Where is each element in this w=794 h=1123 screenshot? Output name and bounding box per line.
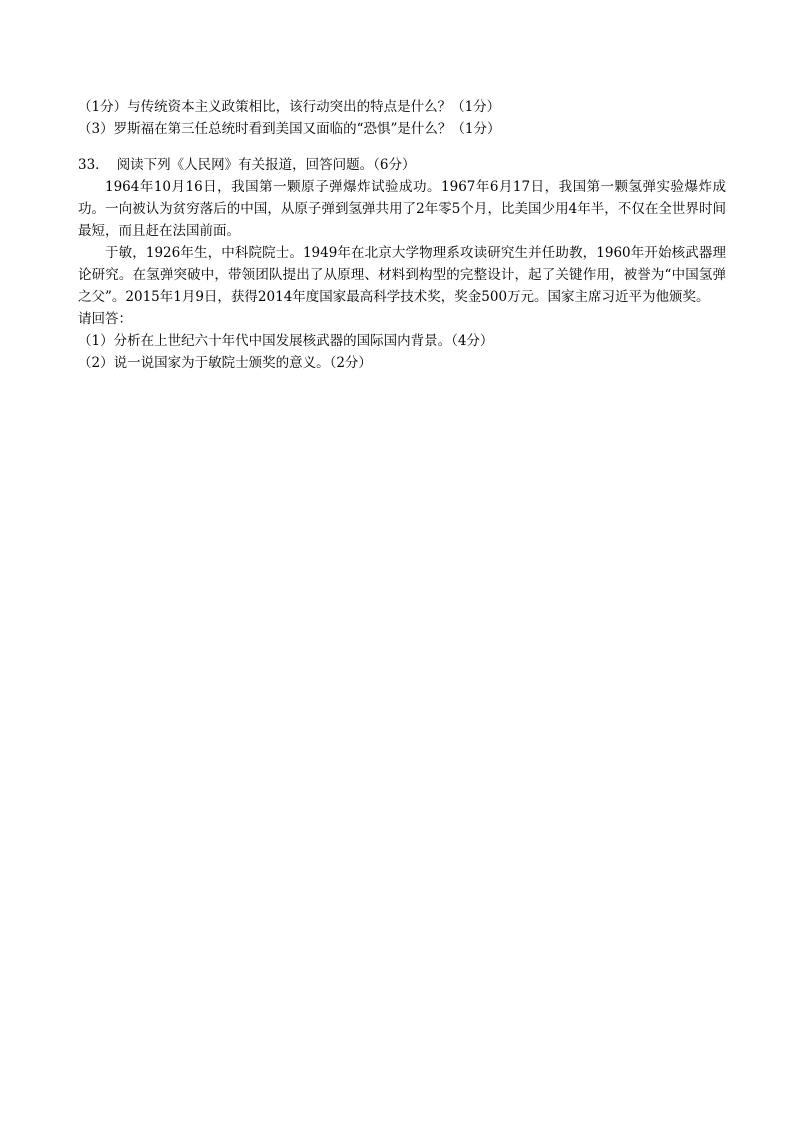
prev-question-line-2: （3）罗斯福在第三任总统时看到美国又面临的“恐惧”是什么？（1分） [78, 121, 501, 137]
answer-request-label: 请回答： [78, 311, 132, 327]
news-paragraph-2: 于敏，1926年生，中科院院士。1949年在北京大学物理系攻读研究生并任助教，1960年开始核武器理论研究。在氢弹突破中，带领团队提出了从原理、材料到构型的完整设计，起了关键作用，被誉为“中国氢弹之父”。2015年1月9日，获得2014年度国家最高科学技术奖，奖金500万元。国家主席习近平为他颁奖。 [78, 245, 726, 305]
question-33-prompt [78, 154, 726, 176]
document-body [78, 96, 726, 374]
question-prompt-text: 阅读下列《人民网》有关报道，回答问题。（6分） [116, 157, 416, 173]
question-number: 33． [78, 157, 109, 173]
prev-question-line-1: （1分）与传统资本主义政策相比，该行动突出的特点是什么？（1分） [78, 99, 501, 115]
sub-question-1: （1）分析在上世纪六十年代中国发展核武器的国际国内背景。（4分） [78, 333, 494, 349]
sub-question-2: （2）说一说国家为于敏院士颁奖的意义。（2分） [78, 355, 372, 371]
news-paragraph-1: 1964年10月16日，我国第一颗原子弹爆炸试验成功。1967年6月17日，我国第一颗氢弹实验爆炸成功。一向被认为贫穷落后的中国，从原子弹到氢弹共用了2年零5个月，比美国少用4年半，不仅在全世界时间最短，而且赶在法国前面。 [78, 179, 726, 239]
spacer [78, 140, 726, 154]
